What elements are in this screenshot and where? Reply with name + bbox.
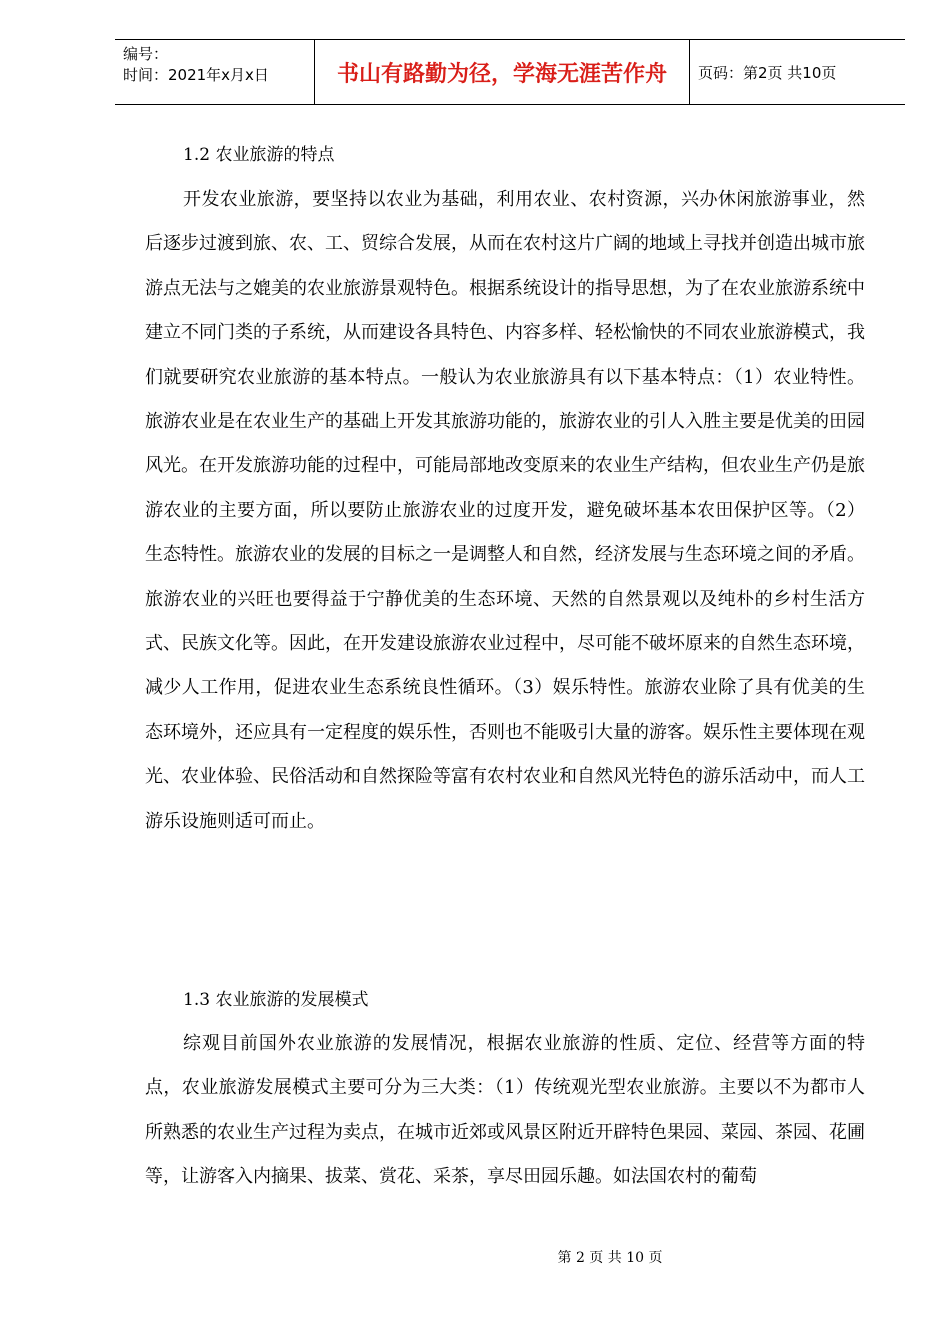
- section-heading-1-2: 1.2 农业旅游的特点: [183, 145, 335, 165]
- paragraph-1-3: 综观目前国外农业旅游的发展情况，根据农业旅游的性质、定位、经营等方面的特点，农业旅游发展模式主要可分为三大类：（1）传统观光型农业旅游。主要以不为都市人所熟悉的农业生产过程为卖点，在城市近郊或风景区附近开辟特色果园、菜园、茶园、花圃等，让游客入内摘果、拔菜、赏花、采茶，享尽田园乐趣。如法国农村的葡萄: [145, 1033, 865, 1188]
- section-heading-1-3: 1.3 农业旅游的发展模式: [183, 990, 369, 1010]
- header-page-code: 页码：第2页 共10页: [698, 63, 837, 82]
- page-footer: [0, 1247, 950, 1267]
- number-label: 编号：: [123, 45, 169, 63]
- time-label: 时间：2021年x月x日: [123, 66, 269, 84]
- paragraph-1-2: 开发农业旅游，要坚持以农业为基础，利用农业、农村资源，兴办休闲旅游事业，然后逐步过渡到旅、农、工、贸综合发展，从而在农村这片广阔的地域上寻找并创造出城市旅游点无法与之媲美的农业旅游景观特色。根据系统设计的指导思想，为了在农业旅游系统中建立不同门类的子系统，从而建设各具特色、内容多样、轻松愉快的不同农业旅游模式，我们就要研究农业旅游的基本特点。一般认为农业旅游具有以下基本特点：（1）农业特性。旅游农业是在农业生产的基础上开发其旅游功能的，旅游农业的引人入胜主要是优美的田园风光。在开发旅游功能的过程中，可能局部地改变原来的农业生产结构，但农业生产仍是旅游农业的主要方面，所以要防止旅游农业的过度开发，避免破坏基本农田保护区等。（2）生态特性。旅游农业的发展的目标之一是调整人和自然，经济发展与生态环境之间的矛盾。旅游农业的兴旺也要得益于宁静优美的生态环境、天然的自然景观以及纯朴的乡村生活方式、民族文化等。因此，在开发建设旅游农业过程中，尽可能不破坏原来的自然生态环境，减少人工作用，促进农业生态系统良性循环。（3）娱乐特性。旅游农业除了具有优美的生态环境外，还应具有一定程度的娱乐性，否则也不能吸引大量的游客。娱乐性主要体现在观光、农业体验、民俗活动和自然探险等富有农村农业和自然风光特色的游乐活动中，而人工游乐设施则适可而止。: [145, 189, 865, 832]
- footer-page-number: 第 2 页 共 10 页: [557, 1250, 663, 1266]
- header-meta: [115, 40, 315, 104]
- page-header: [115, 39, 905, 105]
- header-motto: 书山有路勤为径，学海无涯苦作舟: [315, 40, 690, 104]
